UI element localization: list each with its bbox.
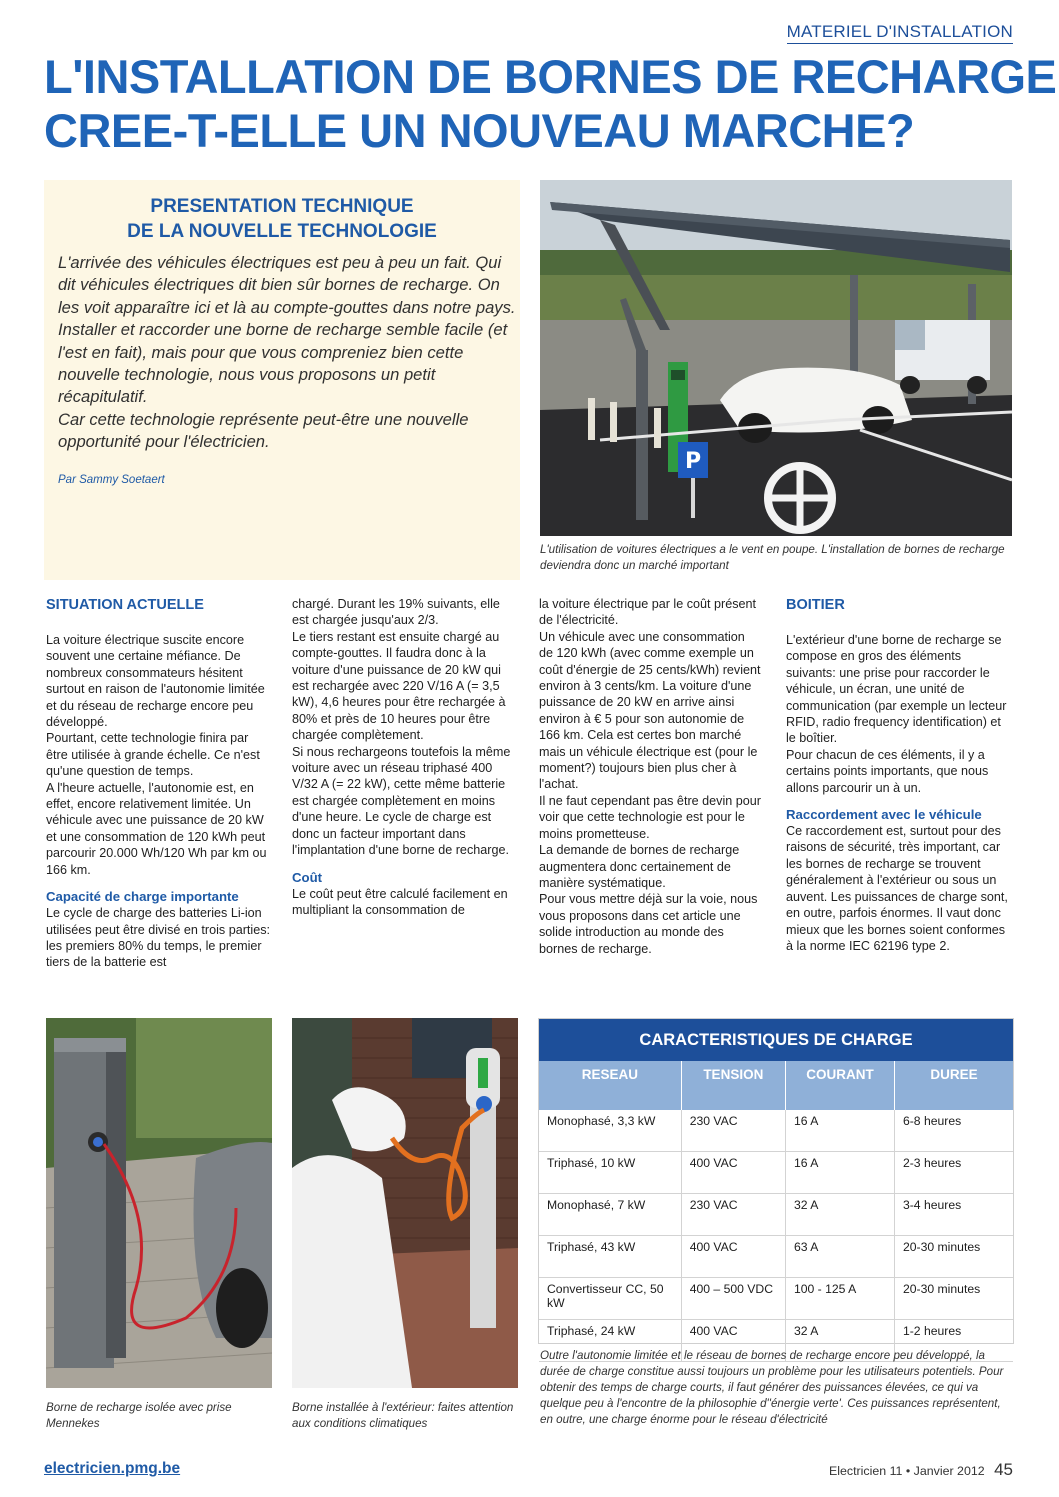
- footer-issue: [829, 1460, 1013, 1480]
- table-cell: 100 - 125 A: [785, 1278, 894, 1320]
- charging-specs-table-box: [538, 1018, 1014, 1344]
- intro-heading-line-2: DE LA NOUVELLE TECHNOLOGIE: [127, 221, 437, 242]
- table-cell: 32 A: [785, 1320, 894, 1362]
- headline-line-2: CREE-T-ELLE UN NOUVEAU MARCHE?: [44, 104, 915, 157]
- paragraph: la voiture électrique par le coût présent de l'électricité.: [539, 597, 757, 628]
- footer-website-link[interactable]: electricien.pmg.be: [44, 1460, 181, 1477]
- intro-text: [58, 252, 518, 454]
- article-column-2: [292, 596, 518, 918]
- table-cell: 16 A: [785, 1110, 894, 1152]
- issue-label: Electricien 11 • Janvier 2012: [828, 1464, 985, 1478]
- paragraph: Ce raccordement est, surtout pour des raisons de sécurité, très important, car les bornes de recharge se trouvent généralement à l'extérieur ou sous un auvent. Les puissances de charge sont, en outre, parfois énormes. Il vaut donc mieux que les bornes soient conformes à la norme IEC 62196 type 2.: [786, 824, 1008, 953]
- intro-heading-line-1: PRESENTATION TECHNIQUE: [150, 196, 414, 217]
- table-cell: Monophasé, 3,3 kW: [539, 1110, 681, 1152]
- paragraph: Il ne faut cependant pas être devin pour voir que cette technologie est pour le moins prometteuse.: [539, 793, 761, 841]
- table-title: CARACTERISTIQUES DE CHARGE: [539, 1019, 1013, 1061]
- table-cell: 20-30 minutes: [894, 1236, 1013, 1278]
- headline: [44, 50, 1057, 158]
- paragraph: chargé. Durant les 19% suivants, elle est chargée jusqu'aux 2/3.: [292, 597, 500, 628]
- table-cell: 400 VAC: [681, 1236, 785, 1278]
- paragraph: Pour chacun de ces éléments, il y a certains points importants, que nous allons parcourir un à un.: [786, 747, 989, 795]
- table-row: [539, 1194, 1013, 1236]
- table-cell: 3-4 heures: [894, 1194, 1013, 1236]
- intro-paragraph: Installer et raccorder une borne de recharge semble facile (et l'est en fait), mais pour que vous compreniez bien cette nouvelle technologie, nous vous proposons un petit récapitulatif.: [58, 320, 508, 407]
- table-cell: 20-30 minutes: [894, 1278, 1013, 1320]
- table-cell: 6-8 heures: [894, 1110, 1013, 1152]
- carport-photo: [540, 180, 1012, 536]
- table-cell: 63 A: [785, 1236, 894, 1278]
- paragraph: Pour vous mettre déjà sur la voie, nous vous proposons dans cet article une solide introduction au monde des bornes de recharge.: [539, 892, 758, 956]
- byline: Par Sammy Soetaert: [58, 473, 165, 486]
- charging-specs-table: [539, 1019, 1013, 1362]
- paragraph: L'extérieur d'une borne de recharge se compose en gros des éléments suivants: une prise pour raccorder le véhicule, un écran, une unité de communication (par exemple un lecteur RFID, radio frequency identification) et le boîtier.: [786, 633, 1007, 746]
- section-heading-boitier: BOITIER: [786, 597, 845, 613]
- article-column-3: [539, 596, 761, 957]
- mennekes-caption: Borne de recharge isolée avec prise Mennekes: [46, 1401, 232, 1430]
- table-cell: 1-2 heures: [894, 1320, 1013, 1362]
- mennekes-photo: [46, 1018, 272, 1388]
- intro-paragraph: Car cette technologie représente peut-être une nouvelle opportunité pour l'électricien.: [58, 409, 469, 452]
- column-header: RESEAU: [539, 1061, 681, 1110]
- outdoor-charger-photo: [292, 1018, 518, 1388]
- table-row: [539, 1110, 1013, 1152]
- headline-line-1: L'INSTALLATION DE BORNES DE RECHARGE: [44, 50, 1057, 103]
- section-label: MATERIEL D'INSTALLATION: [787, 22, 1013, 44]
- paragraph: A l'heure actuelle, l'autonomie est, en effet, encore relativement limitée. Un véhicule avec une puissance de 20 kW et une consommation de 120 kWh peut parcourir 20.000 Wh/120 Wh par km ou 166 km.: [46, 780, 267, 877]
- table-cell: Triphasé, 43 kW: [539, 1236, 681, 1278]
- table-cell: 16 A: [785, 1152, 894, 1194]
- column-header: TENSION: [681, 1061, 785, 1110]
- table-cell: 230 VAC: [681, 1110, 785, 1152]
- intro-paragraph: L'arrivée des véhicules électriques est peu à peu un fait. Qui dit véhicules électriques dit bien sûr bornes de recharge. On les voit apparaître ici et là au compte-gouttes dans notre pays.: [58, 253, 516, 317]
- paragraph: Si nous rechargeons toutefois la même voiture avec un réseau triphasé 400 V/32 A (= 22 kW), cette même batterie est chargée complètement en moins d'une heure. Le cycle de charge est donc un facteur important dans l'implantation d'une borne de recharge.: [292, 744, 511, 858]
- page-number: 45: [994, 1460, 1013, 1479]
- table-cell: 400 – 500 VDC: [681, 1278, 785, 1320]
- column-header: COURANT: [785, 1061, 894, 1110]
- subheading-raccordement: Raccordement avec le véhicule: [786, 807, 982, 823]
- table-row: [539, 1152, 1013, 1194]
- subheading-capacite: Capacité de charge importante: [46, 889, 239, 905]
- table-row: [539, 1278, 1013, 1320]
- paragraph: La demande de bornes de recharge augmentera donc certainement de manière systématique.: [539, 843, 740, 890]
- table-cell: 400 VAC: [681, 1152, 785, 1194]
- column-header: DUREE: [894, 1061, 1013, 1110]
- table-cell: 32 A: [785, 1194, 894, 1236]
- table-cell: 230 VAC: [681, 1194, 785, 1236]
- article-column-4: [786, 596, 1014, 954]
- carport-caption: L'utilisation de voitures électriques a le vent en poupe. L'installation de bornes de recharge deviendra donc un marché important: [540, 543, 1005, 572]
- article-column-1: [46, 596, 272, 971]
- intro-box: [44, 180, 520, 580]
- table-cell: Triphasé, 10 kW: [539, 1152, 681, 1194]
- table-cell: 400 VAC: [681, 1320, 785, 1362]
- table-cell: Convertisseur CC, 50 kW: [539, 1278, 681, 1320]
- paragraph: Pourtant, cette technologie finira par être utilisée à grande échelle. Ce n'est qu'une question de temps.: [46, 731, 260, 779]
- table-cell: Monophasé, 7 kW: [539, 1194, 681, 1236]
- intro-heading: [44, 194, 520, 244]
- section-heading-situation: SITUATION ACTUELLE: [46, 597, 204, 613]
- paragraph: Le cycle de charge des batteries Li-ion utilisées peut être divisé en trois parties: les premiers 80% du temps, le premier tiers de la batterie est: [46, 906, 271, 970]
- parking-sign-letter: P: [684, 449, 702, 474]
- paragraph: Le coût peut être calculé facilement en multipliant la consommation de: [292, 886, 508, 917]
- paragraph: Le tiers restant est ensuite chargé au compte-gouttes. Il faudra donc à la voiture d'une puissance de 20 kW qui est rechargée avec 220 V/16 A (= 3,5 kW), 4,6 heures pour être rechargée à 80% et près de 10 heures pour être chargée complètement.: [292, 629, 506, 743]
- subheading-cout: Coût: [292, 869, 323, 885]
- paragraph: Un véhicule avec une consommation de 120 kWh (avec comme exemple un coût d'énergie de 25 cents/kWh) revient environ à 3 cents/km. La voiture d'une puissance de 20 kW en arrive ainsi environ à € 5 pour son autonomie de 166 km. Cela est certes bon marché mais un véhicule électrique est (pour le moment?) toujours bien plus cher à l'achat.: [539, 629, 761, 792]
- table-cell: Triphasé, 24 kW: [539, 1320, 681, 1362]
- table-caption: Outre l'autonomie limitée et le réseau de bornes de recharge encore peu développé, la durée de charge constitue aussi toujours un problème pour les utilisateurs potentiels. Pour obtenir des temps de charge courts, il faut générer des puissances élevées, ce qui va quelque peu à l'encontre de la philosophie d''énergie verte'. Ces puissances représentent, en outre, une charge énorme pour le réseau d'électricité: [540, 1349, 1004, 1426]
- paragraph: La voiture électrique suscite encore souvent une certaine méfiance. De nombreux consommateurs hésitent surtout en raison de l'autonomie limitée et du réseau de recharge encore peu développé.: [46, 633, 265, 730]
- outdoor-caption: Borne installée à l'extérieur: faites attention aux conditions climatiques: [292, 1401, 514, 1430]
- table-row: [539, 1236, 1013, 1278]
- table-cell: 2-3 heures: [894, 1152, 1013, 1194]
